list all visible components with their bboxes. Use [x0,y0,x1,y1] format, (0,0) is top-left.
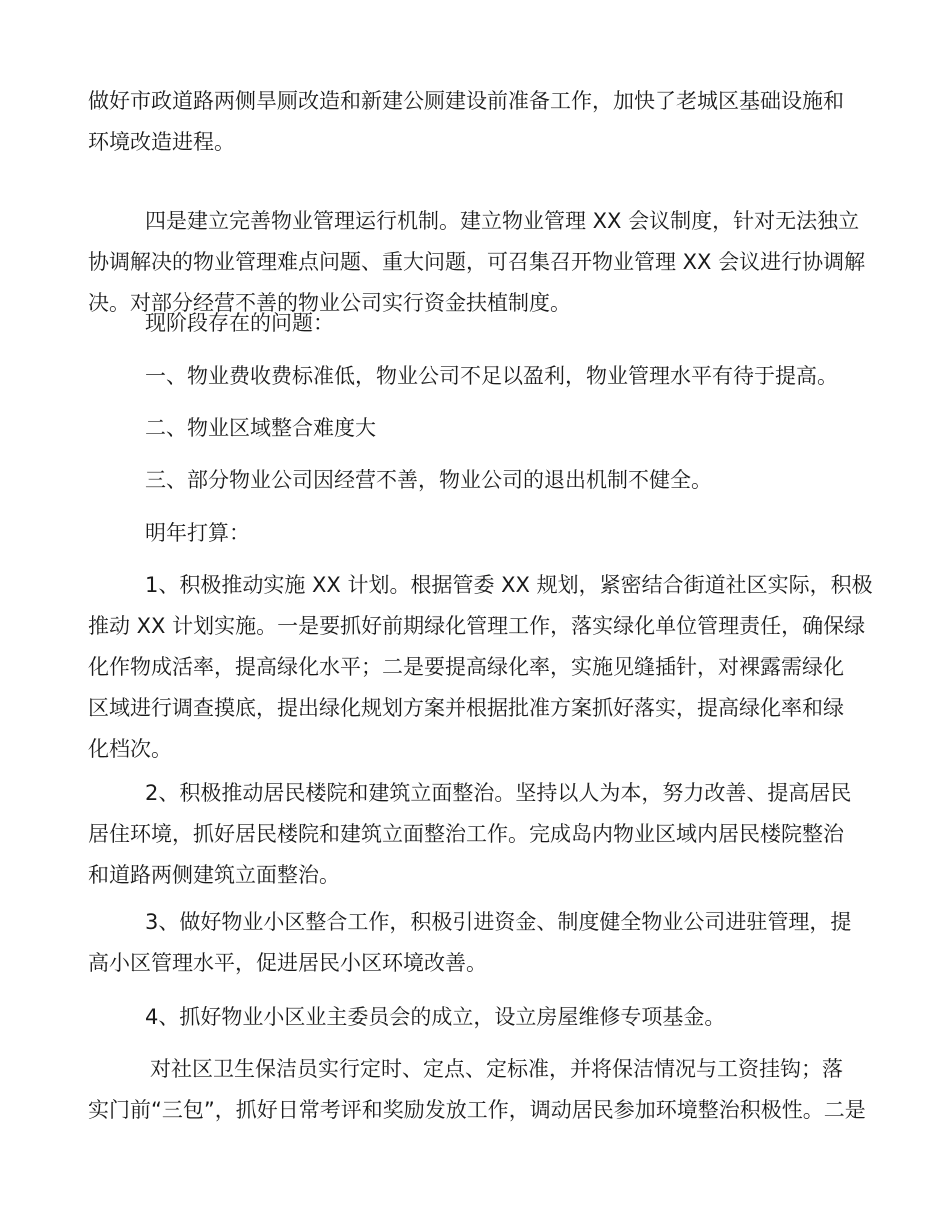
text-line: 二、物业区域整合难度大 [145,416,376,440]
text-line: 三、部分物业公司因经营不善，物业公司的退出机制不健全。 [145,468,712,492]
paragraph-7 [88,513,864,554]
text-line: 对社区卫生保洁员实行定时、定点、定标准，并将保洁情况与工资挂钩；落 [150,1057,843,1081]
text-line: 化档次。 [88,737,172,761]
text-line: 和道路两侧建筑立面整治。 [88,863,340,887]
text-line: 1、积极推动实施 XX 计划。根据管委 XX 规划，紧密结合街道社区实际，积极 [145,573,873,597]
text-line: 一、物业费收费标准低，物业公司不足以盈利，物业管理水平有待于提高。 [145,364,838,388]
text-line: 2、积极推动居民楼院和建筑立面整治。坚持以人为本，努力改善、提高居民 [145,781,852,805]
text-line: 环境改造进程。 [88,130,235,154]
paragraph-9 [88,773,864,896]
paragraph-1 [88,81,864,163]
paragraph-12 [88,1049,864,1131]
paragraph-10 [88,902,864,984]
paragraph-6 [88,460,864,501]
paragraph-4 [88,356,864,397]
text-line: 高小区管理水平，促进居民小区环境改善。 [88,951,487,975]
text-line: 3、做好物业小区整合工作，积极引进资金、制度健全物业公司进驻管理，提 [145,910,852,934]
text-line: 协调解决的物业管理难点问题、重大问题，可召集召开物业管理 XX 会议进行协调解 [88,250,866,274]
text-line: 化作物成活率，提高绿化水平；二是要提高绿化率，实施见缝插针，对裸露需绿化 [88,655,844,679]
text-line: 居住环境，抓好居民楼院和建筑立面整治工作。完成岛内物业区域内居民楼院整治 [88,822,844,846]
text-line: 决。对部分经营不善的物业公司实行资金扶植制度。 [88,291,571,315]
paragraph-5 [88,408,864,449]
text-line: 实门前“三包”，抓好日常考评和奖励发放工作，调动居民参加环境整治积极性。二是 [88,1098,866,1122]
text-line: 4、抓好物业小区业主委员会的成立，设立房屋维修专项基金。 [145,1005,726,1029]
text-line: 四是建立完善物业管理运行机制。建立物业管理 XX 会议制度，针对无法独立 [145,209,860,233]
text-line: 现阶段存在的问题： [145,311,334,335]
paragraph-8 [88,565,873,770]
text-line: 明年打算： [145,521,250,545]
text-line: 区域进行调查摸底，提出绿化规划方案并根据批准方案抓好落实，提高绿化率和绿 [88,696,844,720]
text-line: 推动 XX 计划实施。一是要抓好前期绿化管理工作，落实绿化单位管理责任，确保绿 [88,614,866,638]
text-line: 做好市政道路两侧旱厕改造和新建公厕建设前准备工作，加快了老城区基础设施和 [88,89,844,113]
paragraph-3 [88,303,864,344]
paragraph-11 [88,997,864,1038]
